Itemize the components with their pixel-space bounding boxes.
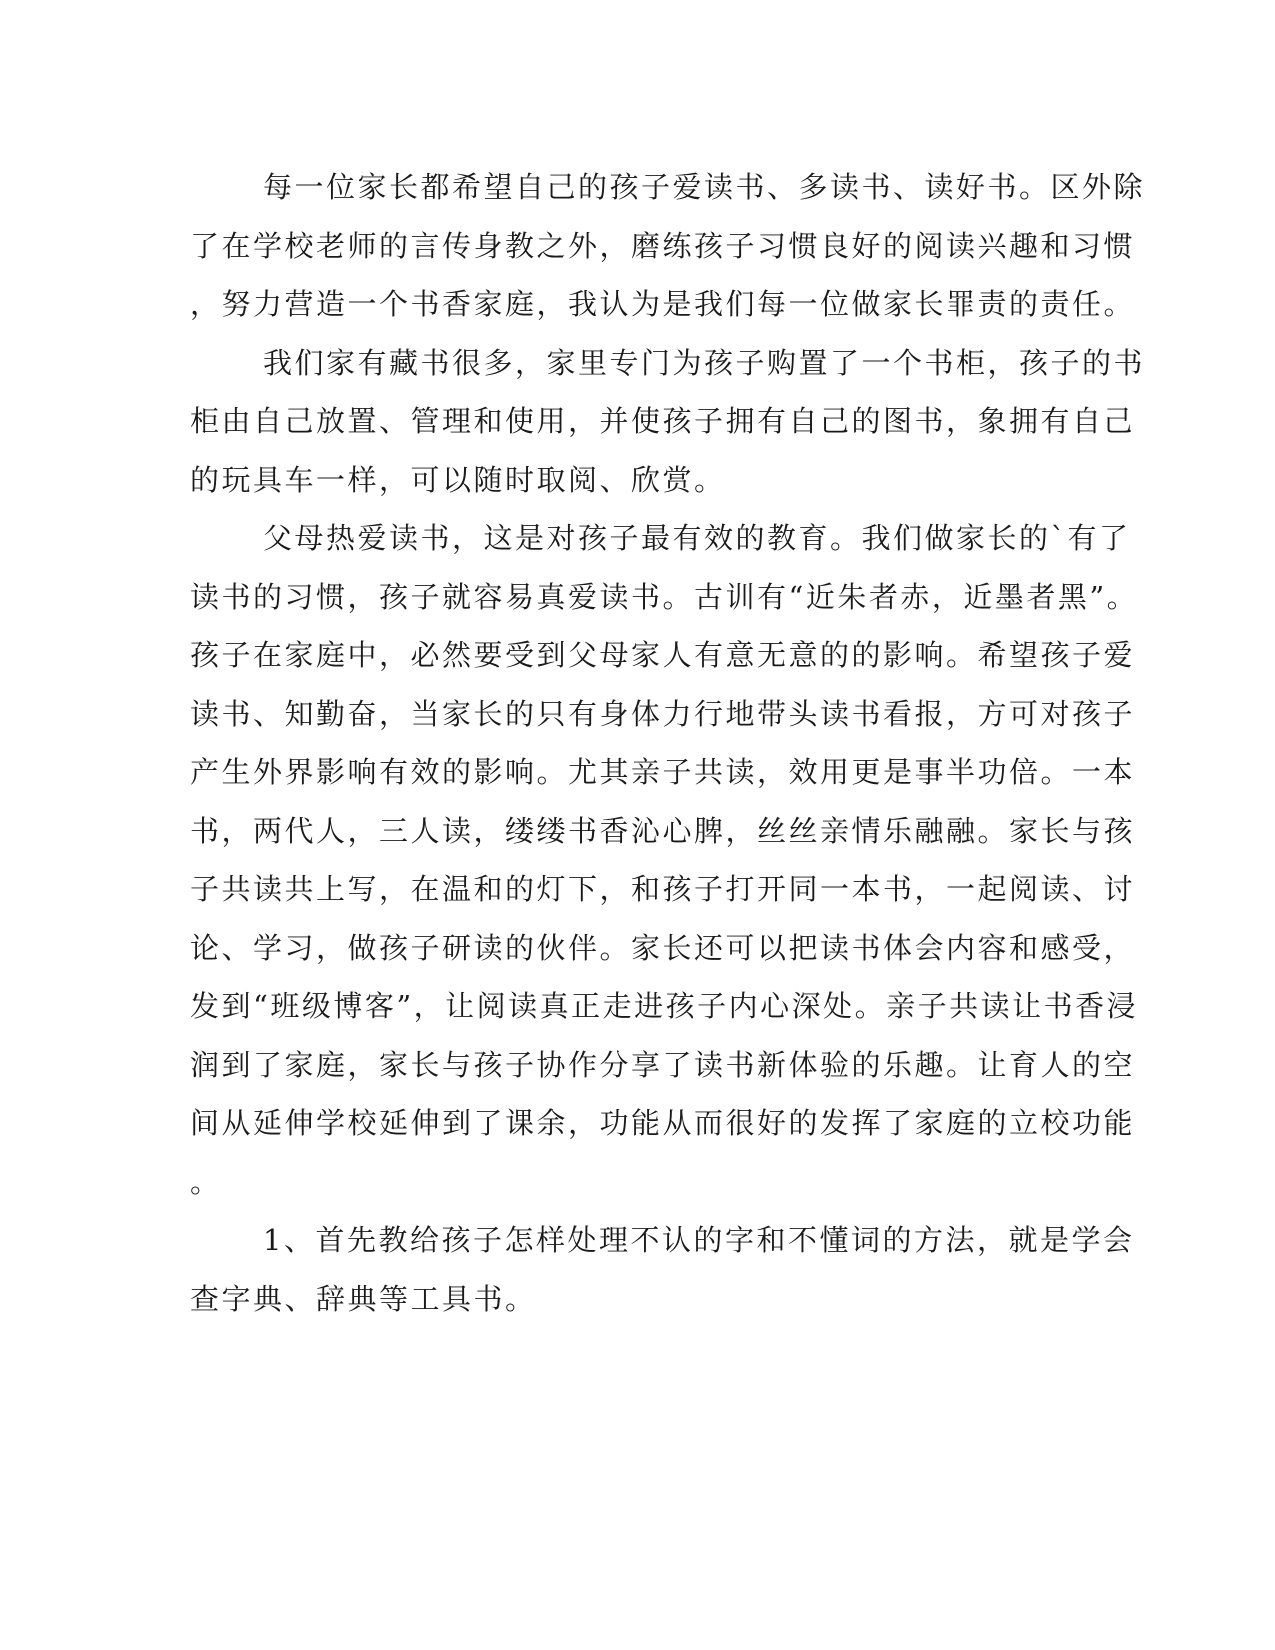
paragraph-line: 产生外界影响有效的影响。尤其亲子共读，效用更是事半功倍。一本 <box>190 755 1136 789</box>
paragraph-line: 查字典、辞典等工具书。 <box>190 1281 537 1316</box>
paragraph-line: 间从延伸学校延伸到了课余，功能从而很好的发挥了家庭的立校功能 <box>190 1106 1136 1140</box>
document-body <box>190 158 1146 1328</box>
paragraph-line: 读书、知勤奋，当家长的只有身体力行地带头读书看报，方可对孩子 <box>190 696 1136 731</box>
paragraph-line: 父母热爱读书，这是对孩子最有效的教育。我们做家长的`有了 <box>263 521 1131 555</box>
paragraph-line: 的玩具车一样，可以随时取阅、欣赏。 <box>190 462 726 497</box>
paragraph-line: 1、首先教给孩子怎样处理不认的字和不懂词的方法，就是学会 <box>263 1223 1135 1257</box>
paragraph-line: 柜由自己放置、管理和使用，并使孩子拥有自己的图书，象拥有自己 <box>190 404 1136 438</box>
paragraph-line: 每一位家长都希望自己的孩子爱读书、多读书、读好书。区外除 <box>263 170 1146 204</box>
paragraph-line: 子共读共上写，在温和的灯下，和孩子打开同一本书，一起阅读、讨 <box>190 872 1136 906</box>
paragraph-line: 。 <box>190 1164 222 1199</box>
paragraph-4 <box>190 1211 1135 1328</box>
paragraph-line: 论、学习，做孩子研读的伙伴。家长还可以把读书体会内容和感受， <box>190 930 1136 965</box>
paragraph-line: 书，两代人，三人读，缕缕书香沁心脾，丝丝亲情乐融融。家长与孩 <box>190 813 1136 848</box>
paragraph-line: 了在学校老师的言传身教之外，磨练孩子习惯良好的阅读兴趣和习惯 <box>190 228 1136 263</box>
paragraph-3 <box>190 509 1139 1211</box>
paragraph-line: 润到了家庭，家长与孩子协作分享了读书新体验的乐趣。让育人的空 <box>190 1047 1136 1082</box>
paragraph-line: 读书的习惯，孩子就容易真爱读书。古训有“近朱者赤，近墨者黑”。 <box>190 579 1139 614</box>
paragraph-line: 孩子在家庭中，必然要受到父母家人有意无意的的影响。希望孩子爱 <box>190 638 1136 672</box>
paragraph-line: 发到“班级博客”，让阅读真正走进孩子内心深处。亲子共读让书香浸 <box>190 989 1139 1023</box>
paragraph-line: ，努力营造一个书香家庭，我认为是我们每一位做家长罪责的责任。 <box>190 287 1136 321</box>
paragraph-line: 我们家有藏书很多，家里专门为孩子购置了一个书柜，孩子的书 <box>263 345 1146 380</box>
paragraph-1 <box>190 158 1146 334</box>
paragraph-2 <box>190 334 1146 510</box>
